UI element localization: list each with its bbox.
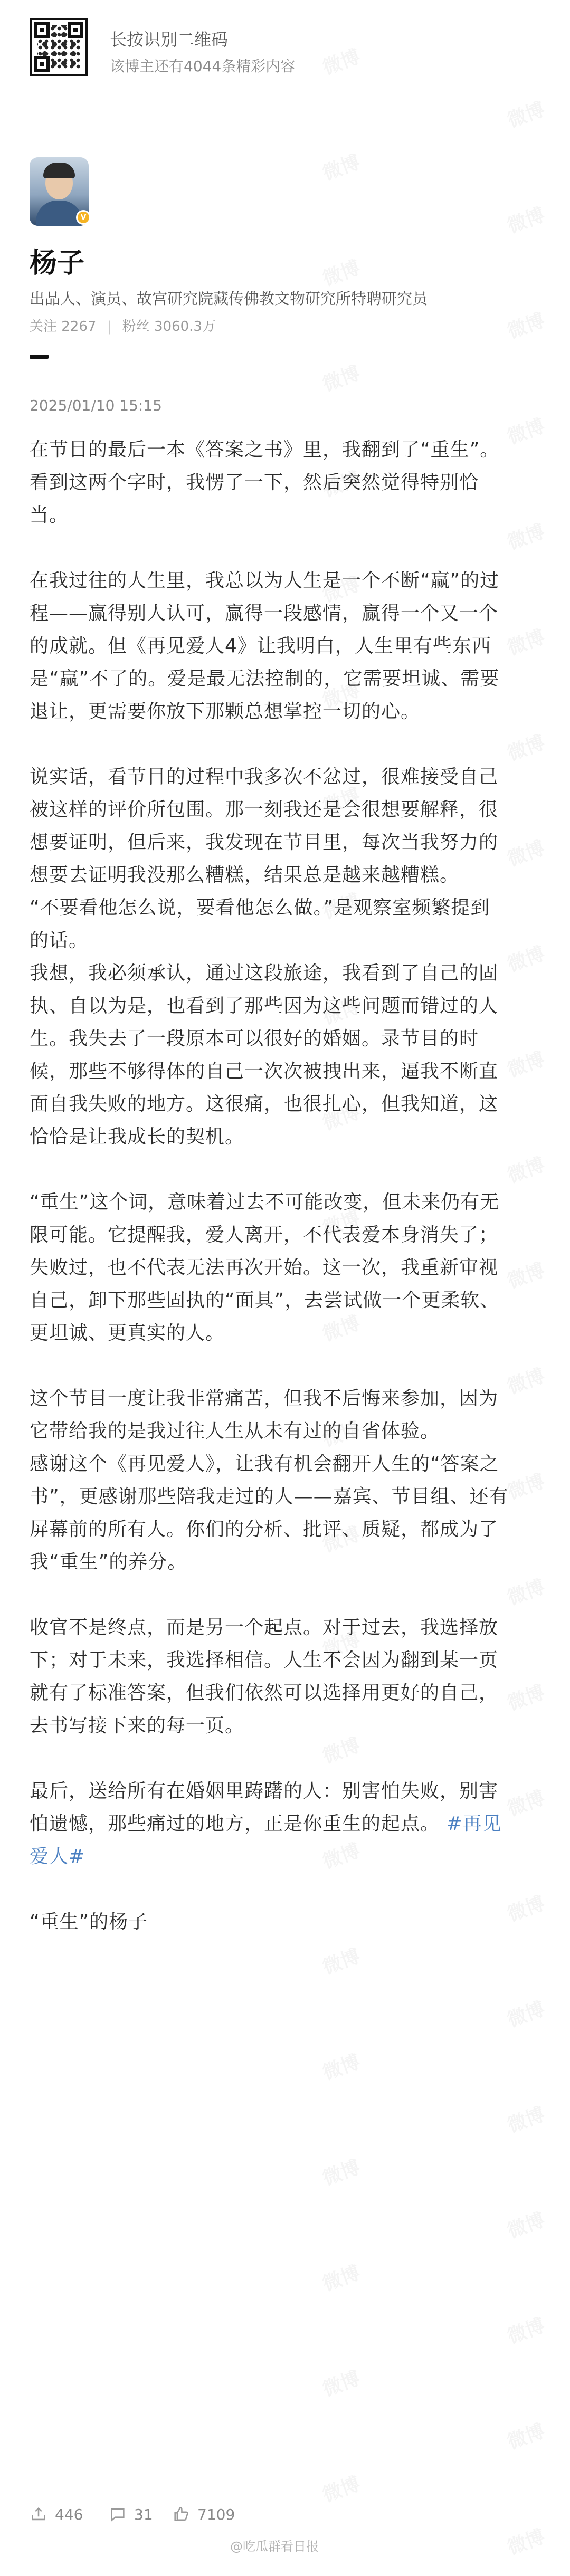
paragraph-gap: [30, 1579, 542, 1611]
fans-count[interactable]: 粉丝 3060.3万: [122, 319, 216, 335]
weibo-watermark: [503, 2416, 548, 2455]
post-line: 在节目的最后一本《答案之书》里，我翻到了“重生”。: [30, 439, 500, 461]
weibo-watermark: [503, 306, 548, 344]
profile-stats: [30, 316, 216, 335]
post-line: 是“赢”不了的。爱是最无法控制的，它需要坦诚、需要: [30, 668, 500, 690]
post-line: 限可能。它提醒我，爱人离开，不代表爱本身消失了；: [30, 1224, 499, 1246]
post-line: 看到这两个字时，我愣了一下，然后突然觉得特别恰: [30, 472, 479, 493]
post-line: 就有了标准答案，但我们依然可以选择用更好的自己，: [30, 1682, 499, 1704]
post-line: 我“重生”的养分。: [30, 1551, 187, 1573]
stats-separator: |: [107, 319, 112, 335]
post-line: 感谢这个《再见爱人》，让我有机会翻开人生的“答案之: [30, 1453, 499, 1475]
post-line: [30, 1808, 542, 1840]
post-line: 生。我失去了一段原本可以很好的婚姻。录节目的时: [30, 1028, 479, 1050]
hashtag-link[interactable]: #再见: [446, 1813, 502, 1835]
action-bar: [30, 2505, 540, 2537]
weibo-watermark: [318, 2152, 363, 2191]
paragraph-gap: [30, 728, 542, 761]
paragraph-gap: [30, 1153, 542, 1186]
weibo-watermark: [318, 1941, 363, 1980]
post-line: 面自我失败的地方。这很痛，也很扎心，但我知道，这: [30, 1093, 499, 1115]
weibo-watermark: [318, 147, 363, 186]
post-line: 最后，送给所有在婚姻里踌躇的人：别害怕失败，别害: [30, 1780, 499, 1802]
repost-button[interactable]: [30, 2505, 83, 2523]
post-line: 它带给我的是我过往人生从未有过的自省体验。: [30, 1420, 440, 1442]
post-line: 我想，我必须承认，通过这段旅途，我看到了自己的固: [30, 962, 499, 984]
post-line: 被这样的评价所包围。那一刻我还是会很想要解释，很: [30, 799, 499, 820]
like-icon: [172, 2505, 190, 2523]
post-line: 这个节目一度让我非常痛苦，但我不后悔来参加，因为: [30, 1388, 499, 1409]
weibo-watermark: [503, 2311, 548, 2349]
paragraph-gap: [30, 532, 542, 565]
post-line: 恰恰是让我成长的契机。: [30, 1126, 245, 1148]
weibo-watermark: [318, 2363, 363, 2402]
footer-watermark: @吃瓜群看日报: [230, 2539, 319, 2554]
weibo-watermark: [503, 200, 548, 238]
post-line: 失败过，也不代表无法再次开始。这一次，我重新审视: [30, 1257, 499, 1279]
weibo-watermark: [318, 2469, 363, 2507]
post-line: 想要证明，但后来，我发现在节目里，每次当我努力的: [30, 832, 499, 853]
post-signature: “重生”的杨子: [30, 1911, 148, 1933]
post-line: 的成就。但《再见爱人4》让我明白，人生里有些东西: [30, 635, 491, 657]
profile-title: 出品人、演员、故宫研究院藏传佛教文物研究所特聘研究员: [30, 290, 428, 308]
qr-code-icon[interactable]: [30, 18, 88, 76]
repost-count: 446: [55, 2505, 83, 2523]
post-line: 屏幕前的所有人。你们的分析、批评、质疑，都成为了: [30, 1519, 499, 1540]
like-count: 7109: [197, 2505, 235, 2523]
comment-count: 31: [134, 2505, 153, 2523]
post-line: 收官不是终点，而是另一个起点。对于过去，我选择放: [30, 1617, 499, 1638]
weibo-watermark: [318, 253, 363, 291]
post-content: [30, 434, 542, 1939]
weibo-watermark: [503, 2100, 548, 2138]
comment-button[interactable]: [109, 2505, 153, 2523]
divider: [30, 355, 49, 359]
like-button[interactable]: [172, 2505, 235, 2523]
verified-badge-icon: V: [76, 210, 91, 225]
post-line: 想要去证明我没那么糟糕，结果总是越来越糟糕。: [30, 864, 460, 886]
post-line: 退让，更需要你放下那颗总想掌控一切的心。: [30, 701, 421, 722]
weibo-watermark: [318, 358, 363, 397]
qr-subtitle: 该博主还有4044条精彩内容: [110, 58, 296, 75]
paragraph-gap: [30, 1873, 542, 1906]
post-line: 自己，卸下那些固执的“面具”，去尝试做一个更柔软、: [30, 1290, 500, 1311]
profile-name[interactable]: 杨子: [30, 247, 85, 279]
post-line: 执、自以为是，也看到了那些因为这些问题而错过的人: [30, 995, 499, 1017]
follow-count[interactable]: 关注 2267: [30, 319, 97, 335]
post-line: “不要看他怎么说，要看他怎么做。”是观察室频繁提到: [30, 897, 490, 919]
post-line: “重生”这个词，意味着过去不可能改变，但未来仍有无: [30, 1191, 500, 1213]
post-line: 说实话，看节目的过程中我多次不忿过，很难接受自己: [30, 766, 499, 788]
weibo-watermark: [503, 1994, 548, 2033]
weibo-watermark: [318, 2258, 363, 2296]
post-line: 候，那些不够得体的自己一次次被拽出来，逼我不断直: [30, 1061, 499, 1082]
paragraph-gap: [30, 1742, 542, 1775]
repost-icon: [30, 2505, 48, 2523]
comment-icon: [109, 2505, 127, 2523]
post-line: 的话。: [30, 930, 89, 951]
post-line: 下；对于未来，我选择相信。人生不会因为翻到某一页: [30, 1649, 499, 1671]
hashtag-link[interactable]: 爱人#: [30, 1846, 86, 1867]
post-line-text: 怕遗憾，那些痛过的地方，正是你重生的起点。: [30, 1813, 446, 1835]
post-line: 书”，更感谢那些陪我走过的人——嘉宾、节目组、还有: [30, 1486, 509, 1508]
post-line: 当。: [30, 504, 69, 526]
post-line: 去书写接下来的每一页。: [30, 1715, 245, 1737]
weibo-watermark: [503, 2205, 548, 2244]
qr-banner[interactable]: [0, 0, 570, 106]
weibo-watermark: [318, 2047, 363, 2085]
post-date: 2025/01/10 15:15: [30, 397, 162, 414]
post-line: 在我过往的人生里，我总以为人生是一个不断“赢”的过: [30, 570, 500, 591]
post-line: 更坦诚、更真实的人。: [30, 1322, 225, 1344]
qr-title: 长按识别二维码: [110, 30, 229, 50]
post-line: 程——赢得别人认可，赢得一段感情，赢得一个又一个: [30, 603, 499, 624]
paragraph-gap: [30, 1350, 542, 1382]
